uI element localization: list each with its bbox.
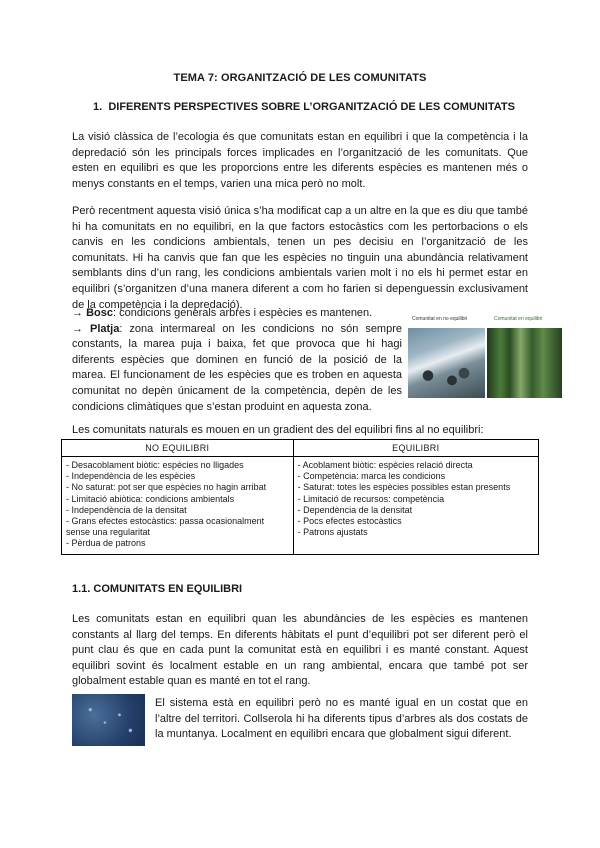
photo-caption-non-equilibrium: Comunitat en no equilibri — [412, 316, 468, 322]
bosc-text: : condicions generals arbres i espècies es mantenen. — [112, 307, 373, 319]
section-number: 1. — [93, 101, 103, 113]
list-item: - Grans efectes estocàstics: passa ocasionalment — [66, 516, 265, 527]
paragraph-collserola: El sistema està en equilibri però no es manté igual en un costat que en l’altre del territori. Collserola hi ha diferents tipus d’arbres als dos costats de la muntanya. Localment en equilibri encara que globalment sigui diferent. — [155, 697, 528, 741]
arrow-icon: → — [72, 322, 83, 335]
paragraph-non-equilibrium: Però recentment aquesta visió única s’ha modificat cap a un altre en la que es diu que també hi ha comunitats en no equilibri, en la que factors estocàstics com les pertorbacions o els canvis en les condicions ambientals, tenen un pes decisiu en l’organització de les comunitats. Hi ha canvis que fan que les espècies no tinguin una abundància relativament semblants dins d’un rang, les condicions ambientals varien molt i no els hi permet estar en equilibri (s’organitzen d’una manera diferent a com ho farien si depenguessin exclusivament de la competència i la depredació). — [72, 205, 528, 311]
list-item-bosc — [72, 306, 402, 322]
list-item: - Saturat: totes les espècies possibles estan presents — [297, 482, 511, 493]
equilibri-cell — [293, 457, 538, 555]
list-item: - Independència de les espècies — [66, 471, 196, 482]
coast-photo — [408, 328, 485, 398]
examples-list — [72, 306, 402, 415]
list-item: - Desacoblament biòtic: espècies no lligades — [66, 460, 244, 470]
paragraph-classic-view: La visió clàssica de l’ecologia és que comunitats estan en equilibri i que la competència i la depredació són les principals forces implicades en l’organització de les comunitats. Que esten en equilibri es que les proporcions entre les diferents espècies es mantenen més o menys constants en el temps, varien una mica però no molt. — [72, 131, 528, 190]
document-title: TEMA 7: ORGANITZACIÓ DE LES COMUNITATS — [173, 72, 427, 84]
list-item: - Competència: marca les condicions — [297, 471, 446, 482]
no-equilibri-cell — [62, 457, 294, 555]
section-title: DIFERENTS PERSPECTIVES SOBRE L’ORGANITZACIÓ DE LES COMUNITATS — [108, 101, 515, 113]
list-item: sense una regularitat — [66, 527, 151, 538]
platja-text: : zona intermareal on les condicions no són sempre constants, la marea puja i baixa, fet que provoca que hi hagi diferents espècies que dominen en funció de la posició de la marea. El funcionament de les espècies que es troben en aquesta comunitat no depèn únicament de la competència, depèn de les condicions climàtiques que s’estan produint en aquesta zona. — [72, 322, 402, 413]
section-heading-1-1: 1.1. COMUNITATS EN EQUILIBRI — [72, 583, 243, 595]
header-equilibri: EQUILIBRI — [293, 440, 538, 457]
list-item-platja — [72, 322, 402, 416]
list-item: - No saturat: pot ser que espècies no hagin arribat — [66, 482, 267, 493]
comparison-photos — [408, 316, 562, 400]
list-item: - Pocs efectes estocàstics — [297, 516, 402, 527]
term-bosc: Bosc — [86, 307, 113, 319]
list-item: - Dependència de la densitat — [297, 504, 413, 515]
header-no-equilibri: NO EQUILIBRI — [62, 440, 294, 457]
arrow-icon: → — [72, 307, 83, 319]
comparison-table — [61, 439, 539, 555]
list-item: - Acoblament biòtic: espècies relació directa — [297, 460, 473, 470]
list-item: - Limitació de recursos: competència — [297, 493, 445, 504]
photo-caption-equilibrium: Comunitat en equilibri — [494, 316, 543, 322]
table-intro: Les comunitats naturals es mouen en un gradient des del equilibri fins al no equilibri: — [72, 424, 484, 436]
list-item: - Pèrdua de patrons — [66, 538, 146, 549]
section-heading-1 — [93, 101, 515, 113]
list-item: - Limitació abiòtica: condicions ambientals — [66, 493, 235, 504]
forest-photo — [487, 328, 562, 398]
term-platja: Platja — [89, 322, 120, 335]
paragraph-equilibrium: Les comunitats estan en equilibri quan les abundàncies de les espècies es mantenen constants al llarg del temps. En diferents hàbitats el punt d’equilibri pot ser diferent però el punt clau és que en cada punt la comunitat està en equilibri i es manté constant. Aquest equilibri sovint és localment estable en un rang ambiental, encara que també pot ser globalment estable quan es manté en tot el rang. — [72, 613, 528, 688]
sea-photo — [72, 694, 145, 746]
list-item: - Independència de la densitat — [66, 504, 187, 515]
list-item: - Patrons ajustats — [297, 527, 368, 538]
